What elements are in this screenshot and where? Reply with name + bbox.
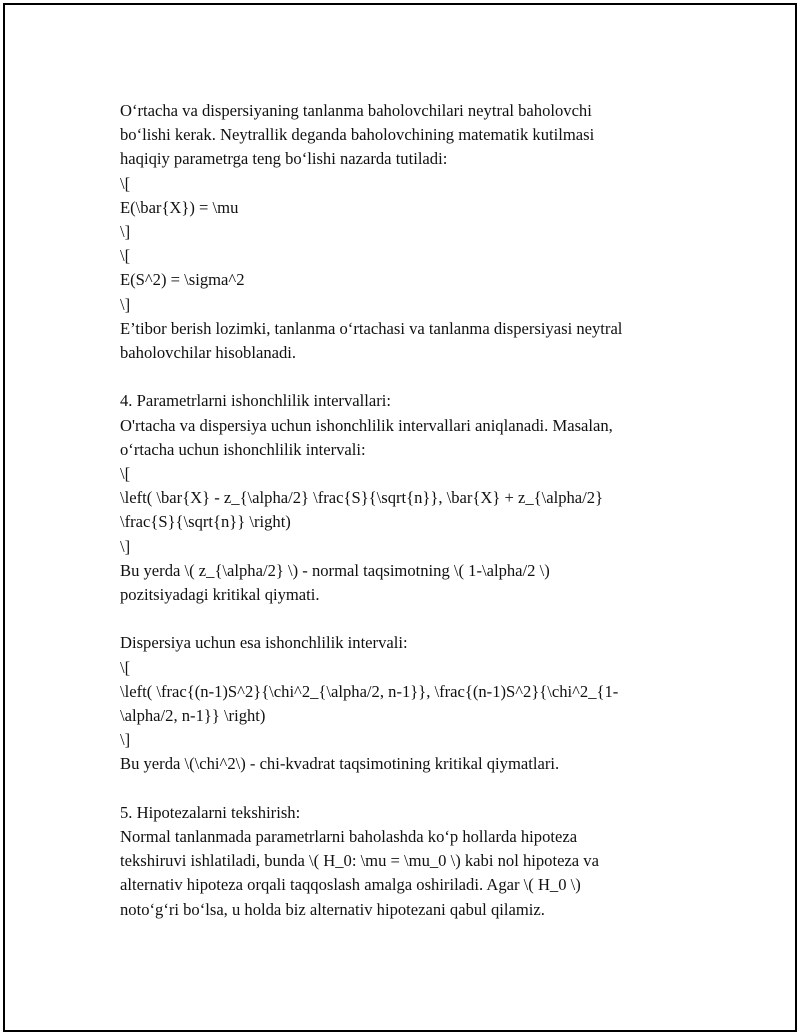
paragraph-gap — [120, 777, 700, 801]
text-line: O‘rtacha va dispersiyaning tanlanma baholovchilari neytral baholovchi — [120, 101, 592, 120]
formula-line: E(S^2) = \sigma^2 — [120, 270, 245, 290]
text-line: haqiqiy parametrga teng bo‘lishi nazarda tutiladi: — [120, 149, 448, 169]
text-line: bo‘lishi kerak. Neytrallik deganda baholovchining matematik kutilmasi — [120, 125, 595, 145]
text-line: Dispersiya uchun esa ishonchlilik intervali: — [120, 633, 408, 653]
paragraph-unbiased-estimators — [120, 99, 700, 365]
section-confidence-intervals — [120, 389, 700, 607]
formula-line: \] — [120, 222, 131, 242]
formula-line: \] — [120, 536, 131, 556]
text-line: Normal tanlanmada parametrlarni baholashda ko‘p hollarda hipoteza — [120, 827, 578, 847]
formula-line: \frac{S}{\sqrt{n}} \right) — [120, 512, 291, 532]
page-frame — [3, 3, 797, 1032]
paragraph-variance-interval — [120, 631, 700, 776]
formula-line: \] — [120, 294, 131, 314]
formula-line: \] — [120, 730, 131, 750]
text-line: O'rtacha va dispersiya uchun ishonchlilik intervallari aniqlanadi. Masalan, — [120, 415, 613, 435]
section-heading: 5. Hipotezalarni tekshirish: — [120, 802, 301, 822]
document-body — [120, 99, 700, 922]
formula-line: E(\bar{X}) = \mu — [120, 197, 239, 217]
text-line: Bu yerda \( z_{\alpha/2} \) - normal taqsimotning \( 1-\alpha/2 \) — [120, 560, 550, 580]
text-line: Bu yerda \(\chi^2\) - chi-kvadrat taqsimotining kritikal qiymatlari. — [120, 754, 560, 774]
formula-line: \left( \bar{X} - z_{\alpha/2} \frac{S}{\sqrt{n}}, \bar{X} + z_{\alpha/2} — [120, 488, 604, 508]
formula-line: \alpha/2, n-1}} \right) — [120, 706, 266, 726]
section-hypothesis-testing — [120, 801, 700, 922]
section-heading: 4. Parametrlarni ishonchlilik intervallari: — [120, 391, 391, 411]
text-line: baholovchilar hisoblanadi. — [120, 343, 297, 363]
formula-line: \[ — [120, 657, 131, 677]
text-line: alternativ hipoteza orqali taqqoslash amalga oshiriladi. Agar \( H_0 \) — [120, 875, 581, 895]
formula-line: \[ — [120, 464, 131, 484]
text-line: noto‘g‘ri bo‘lsa, u holda biz alternativ hipotezani qabul qilamiz. — [120, 899, 545, 919]
formula-line: \[ — [120, 173, 131, 193]
formula-line: \[ — [120, 246, 131, 266]
paragraph-gap — [120, 365, 700, 389]
text-line: o‘rtacha uchun ishonchlilik intervali: — [120, 439, 366, 459]
paragraph-gap — [120, 607, 700, 631]
text-line: E’tibor berish lozimki, tanlanma o‘rtachasi va tanlanma dispersiyasi neytral — [120, 318, 623, 338]
text-line: pozitsiyadagi kritikal qiymati. — [120, 585, 320, 605]
formula-line: \left( \frac{(n-1)S^2}{\chi^2_{\alpha/2, n-1}}, \frac{(n-1)S^2}{\chi^2_{1- — [120, 681, 619, 701]
text-line: tekshiruvi ishlatiladi, bunda \( H_0: \mu = \mu_0 \) kabi nol hipoteza va — [120, 851, 599, 871]
